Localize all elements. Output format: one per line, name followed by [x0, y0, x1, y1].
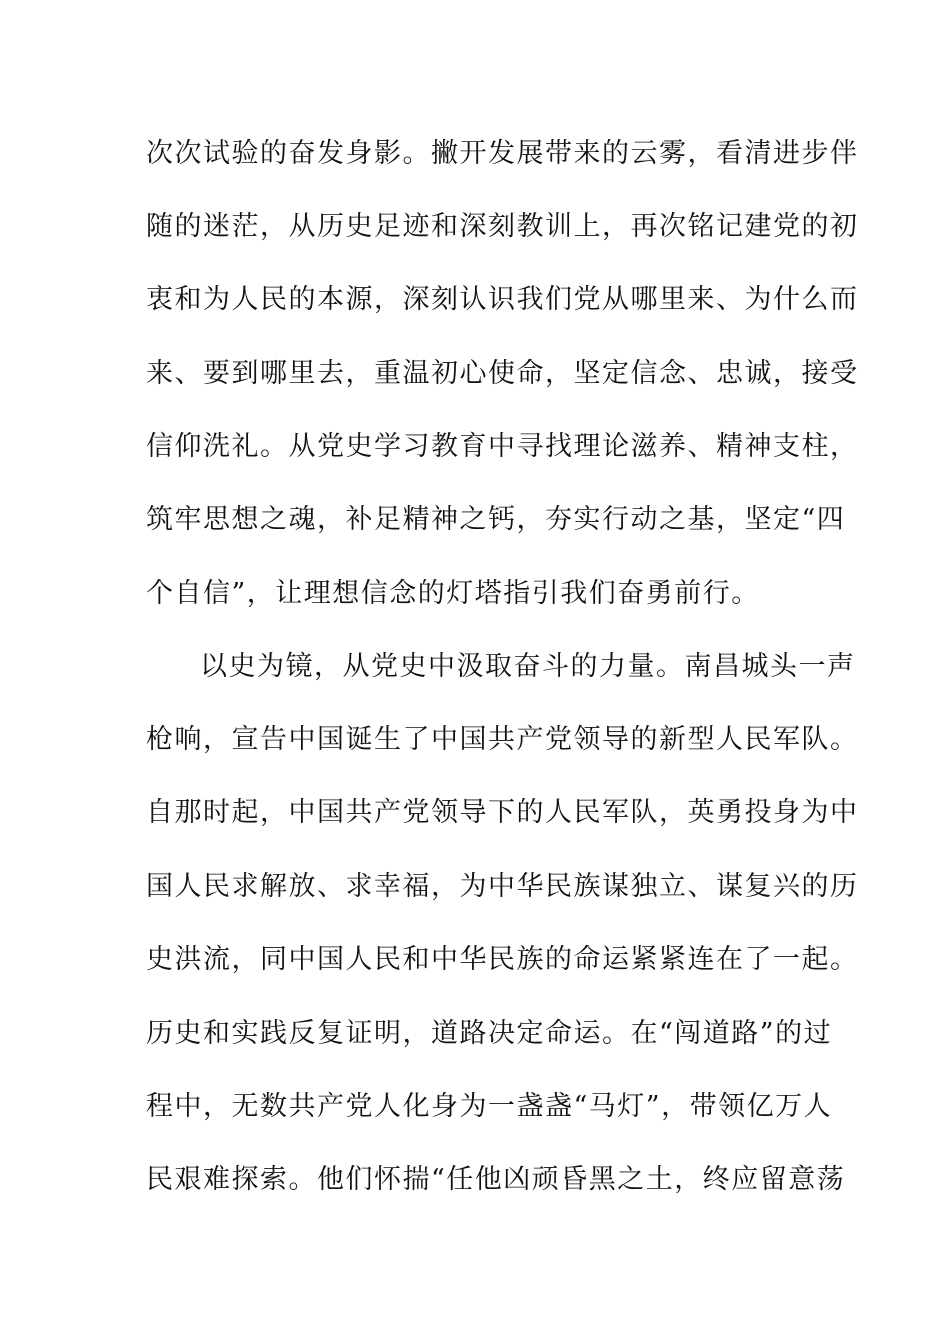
text-line: 个自信”，让理想信念的灯塔指引我们奋勇前行。	[146, 578, 760, 609]
text-line: 枪响，宣告中国诞生了中国共产党领导的新型人民军队。	[146, 724, 859, 755]
text-line: 随的迷茫，从历史足迹和深刻教训上，再次铭记建党的初	[146, 211, 859, 242]
text-line: 信仰洗礼。从党史学习教育中寻找理论滋养、精神支柱，	[146, 431, 859, 462]
text-line: 筑牢思想之魂，补足精神之钙，夯实行动之基，坚定“四	[146, 504, 846, 535]
text-line: 自那时起，中国共产党领导下的人民军队，英勇投身为中	[146, 797, 859, 828]
text-line: 民艰难探索。他们怀揣“任他凶顽昏黑之土，终应留意荡	[146, 1164, 846, 1195]
text-line: 来、要到哪里去，重温初心使命，坚定信念、忠诚，接受	[146, 358, 859, 389]
text-line: 历史和实践反复证明，道路决定命运。在“闯道路”的过	[146, 1018, 833, 1049]
text-line: 史洪流，同中国人民和中华民族的命运紧紧连在了一起。	[146, 944, 859, 975]
text-line: 衷和为人民的本源，深刻认识我们党从哪里来、为什么而	[146, 284, 859, 315]
text-line: 国人民求解放、求幸福，为中华民族谋独立、谋复兴的历	[146, 871, 859, 902]
text-line: 次次试验的奋发身影。撇开发展带来的云雾，看清进步伴	[146, 138, 859, 169]
paragraph-first-line: 以史为镜，从党史中汲取奋斗的力量。南昌城头一声	[200, 651, 856, 682]
text-line: 程中，无数共产党人化身为一盏盏“马灯”，带领亿万人	[146, 1091, 833, 1122]
